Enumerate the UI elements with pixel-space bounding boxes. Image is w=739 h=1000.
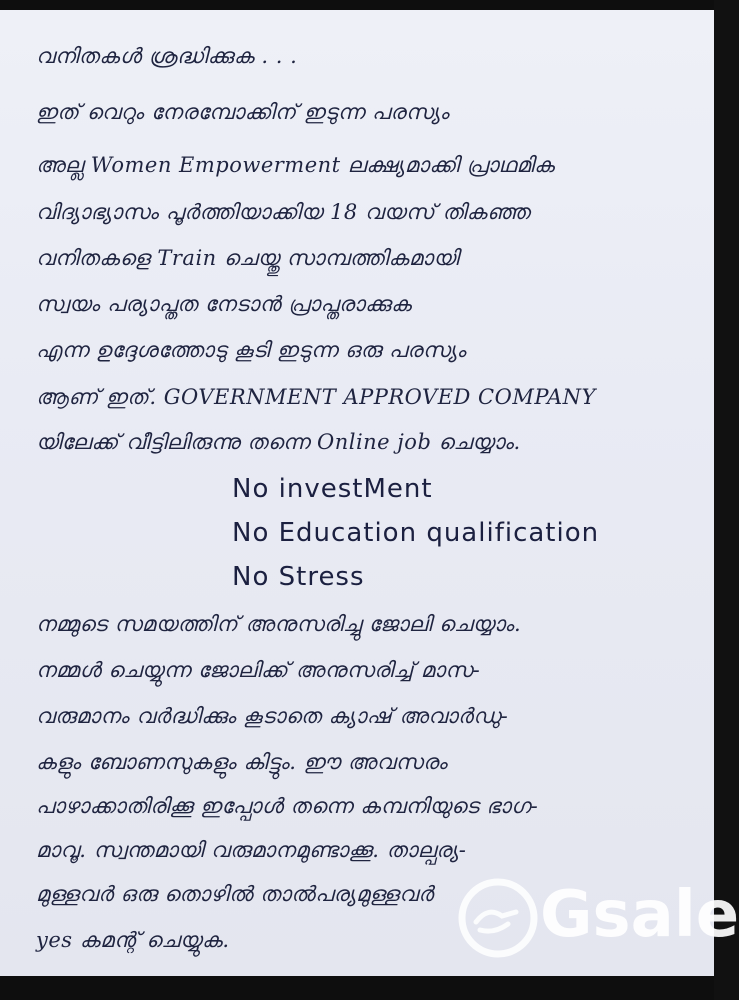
letter-line: എന്ന ഉദ്ദേശത്തോടു കൂടി ഇടുന്ന ഒരു പരസ്യം xyxy=(36,338,467,362)
letter-line: നമ്മുടെ സമയത്തിന് അനുസരിച്ചു ജോലി ചെയ്യാം. xyxy=(36,612,522,636)
handshake-icon xyxy=(458,872,538,962)
letter-heading: വനിതകൾ ശ്രദ്ധിക്കുക . . . xyxy=(36,44,298,68)
benefit-item: No investMent xyxy=(232,474,433,504)
letter-line: yes കമന്റ് ചെയ്യുക. xyxy=(36,928,230,952)
letter-line: യിലേക്ക് വീട്ടിലിരുന്നു തന്നെ Online job ചെയ്യാം. xyxy=(36,430,521,454)
letter-line: മാവൂ. സ്വന്തമായി വരുമാനമുണ്ടാക്കൂ. താല്പര്യ- xyxy=(36,838,467,862)
bottom-black-bar xyxy=(0,976,714,1000)
letter-line: പാഴാക്കാതിരിക്കൂ ഇപ്പോൾ തന്നെ കമ്പനിയുടെ ഭാഗ- xyxy=(36,794,539,818)
letter-line: അല്ല Women Empowerment ലക്ഷ്യമാക്കി പ്രാഥമിക xyxy=(36,153,555,177)
letter-line: ആണ് ഇത്. GOVERNMENT APPROVED COMPANY xyxy=(36,385,596,409)
handwritten-letter-page xyxy=(0,10,739,976)
letter-line: സ്വയം പര്യാപ്തത നേടാൻ പ്രാപ്തരാക്കുക xyxy=(36,292,412,316)
letter-line: കളും ബോണസുകളും കിട്ടും. ഈ അവസരം xyxy=(36,750,448,774)
benefit-item: No Education qualification xyxy=(232,518,600,548)
letter-line: വരുമാനം വർദ്ധിക്കും കൂടാതെ ക്യാഷ് അവാർഡു- xyxy=(36,704,509,728)
letter-line: നമ്മൾ ചെയ്യുന്ന ജോലിക്ക് അനുസരിച്ച് മാസ- xyxy=(36,658,481,682)
letter-line: ഇത് വെറും നേരമ്പോക്കിന് ഇടുന്ന പരസ്യം xyxy=(36,100,450,124)
letter-line: വനിതകളെ Train ചെയ്തു സാമ്പത്തികമായി xyxy=(36,246,459,270)
top-black-bar xyxy=(0,0,714,10)
benefit-item: No Stress xyxy=(232,562,365,592)
letter-line: മുള്ളവർ ഒരു തൊഴിൽ താൽപര്യമുള്ളവർ xyxy=(36,882,434,906)
gsale-watermark xyxy=(458,872,739,972)
watermark-brand: Gsale xyxy=(540,878,739,952)
letter-line: വിദ്യാഭ്യാസം പൂർത്തിയാക്കിയ 18 വയസ് തികഞ്ഞ xyxy=(36,200,531,224)
